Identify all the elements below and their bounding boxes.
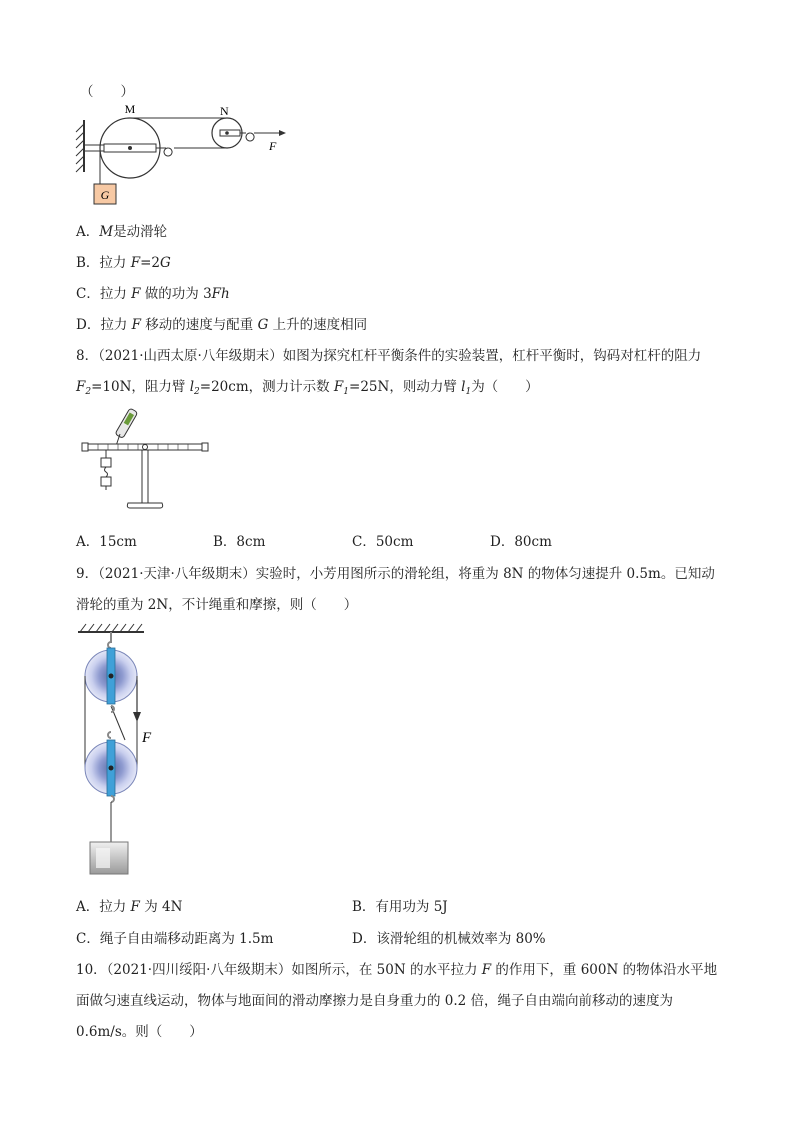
q9-option-d: D．该滑轮组的机械效率为 80% bbox=[352, 931, 546, 947]
q9-option-b: B．有用功为 5J bbox=[352, 899, 448, 915]
label-n: N bbox=[220, 104, 229, 118]
q7-option-a: A．M是动滑轮 bbox=[76, 224, 168, 240]
q7-option-d: D．拉力 F 移动的速度与配重 G 上升的速度相同 bbox=[76, 317, 368, 333]
q7-answer-paren: （ ） bbox=[80, 84, 134, 100]
q8-option-b: B．8cm bbox=[213, 534, 266, 550]
q9-pulley-block-figure bbox=[70, 620, 190, 880]
q8-stem-line2: $F_2=10N$，阻力臂 $l_2=20cm$，测力计示数 $F_1=25N$，则动力臂 $l_1$为（ ） bbox=[76, 379, 539, 397]
q10-stem-line2: 面做匀速直线运动，物体与地面间的滑动摩擦力是自身重力的 0.2 倍，绳子自由端向前移动的速度为 bbox=[76, 993, 674, 1009]
label-m: M bbox=[124, 102, 136, 116]
q9-stem-line2: 滑轮的重为 2N，不计绳重和摩擦，则（ ） bbox=[76, 597, 358, 613]
label-g: G bbox=[100, 188, 110, 202]
q8-option-d: D．80cm bbox=[490, 534, 552, 550]
q9-stem-line1: 9．（2021·天津·八年级期末）实验时，小芳用图所示的滑轮组，将重为 8N 的物体匀速提升 0.5m。已知动 bbox=[76, 566, 715, 582]
q9-option-c: C．绳子自由端移动距离为 1.5m bbox=[76, 931, 274, 947]
q7-option-b: B．拉力 F=2G bbox=[76, 255, 171, 271]
q8-stem-line1: 8．（2021·山西太原·八年级期末）如图为探究杠杆平衡条件的实验装置，杠杆平衡时，钩码对杠杆的阻力 bbox=[76, 348, 702, 364]
q10-stem-line1: 10．（2021·四川绥阳·八年级期末）如图所示，在 50N 的水平拉力 F 的作用下，重 600N 的物体沿水平地 bbox=[76, 962, 718, 978]
label-f: F bbox=[269, 139, 277, 153]
q10-stem-line3: 0.6m/s。则（ ） bbox=[76, 1024, 203, 1040]
q8-option-c: C．50cm bbox=[352, 534, 414, 550]
q8-option-a: A．15cm bbox=[76, 534, 137, 550]
q7-pulley-figure bbox=[64, 100, 294, 215]
q7-option-c: C．拉力 F 做的功为 3Fh bbox=[76, 286, 230, 302]
label-f: F bbox=[142, 730, 152, 746]
q8-lever-figure bbox=[78, 406, 218, 516]
q9-option-a: A．拉力 F 为 4N bbox=[76, 899, 183, 915]
